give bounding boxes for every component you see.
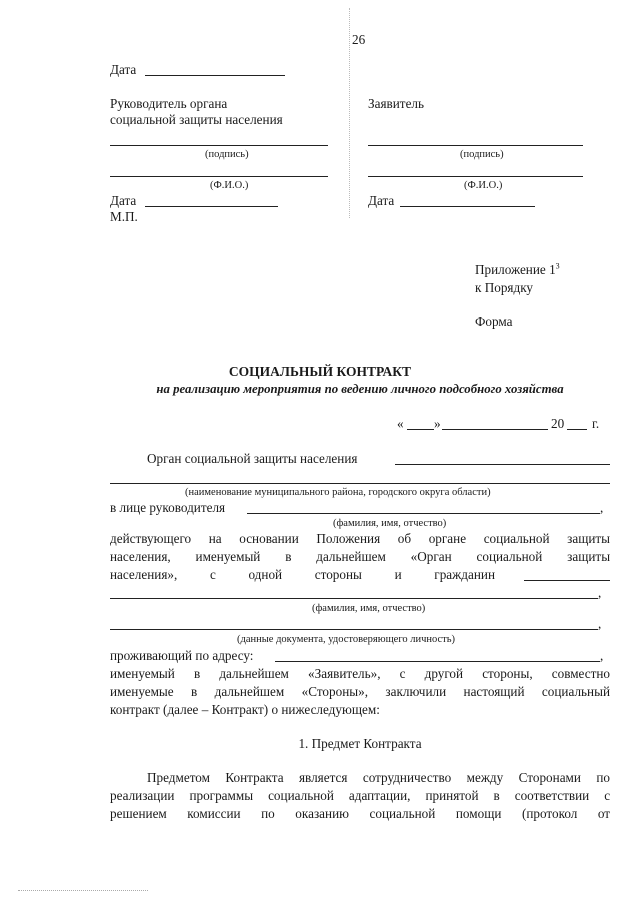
- section-1-line-2: реализации программы социальной адаптации, принятой в соответствии с: [110, 788, 611, 803]
- org-signature-line[interactable]: [110, 145, 328, 146]
- municipality-line[interactable]: [110, 483, 610, 484]
- address-label: проживающий по адресу:: [110, 648, 254, 663]
- document-hint: (данные документа, удостоверяющего личность): [237, 634, 456, 645]
- document-subtitle: на реализацию мероприятия по ведению личного подсобного хозяйства: [156, 382, 564, 396]
- side-line: населения», с одной стороны и гражданин: [110, 567, 495, 582]
- org-fio-hint: (Ф.И.О.): [210, 180, 249, 191]
- org-date-line[interactable]: [145, 206, 278, 207]
- form-label: Форма: [475, 314, 513, 329]
- head-fio-hint: (фамилия, имя, отчество): [333, 518, 447, 529]
- org-name-line[interactable]: [395, 464, 610, 465]
- close-quote: »: [434, 416, 441, 431]
- scan-artifact: [18, 890, 148, 891]
- org-date-label: Дата: [110, 193, 137, 208]
- scan-fold-line: [349, 8, 350, 218]
- appendix-order: к Порядку: [475, 280, 534, 295]
- page-number: 26: [352, 32, 366, 47]
- org-fio-line[interactable]: [110, 176, 328, 177]
- comma-3: ,: [598, 616, 602, 631]
- org-head-label-2: социальной защиты населения: [110, 112, 283, 127]
- appendix-label: Приложение $1^3$: [475, 261, 560, 277]
- applicant-date-label: Дата: [368, 193, 395, 208]
- date-label-top: Дата: [110, 62, 137, 77]
- applicant-fio-line[interactable]: [368, 176, 583, 177]
- applicant-date-line[interactable]: [400, 206, 535, 207]
- section-1-heading: 1. Предмет Контракта: [298, 736, 422, 751]
- contract-line: контракт (далее – Контракт) о нижеследующем:: [110, 702, 380, 717]
- year-suffix: г.: [592, 416, 600, 431]
- named-line: населения, именуемый в дальнейшем «Орган социальной защиты: [110, 549, 611, 564]
- document-line[interactable]: [110, 629, 598, 630]
- applicant-signature-hint: (подпись): [460, 149, 504, 160]
- citizen-fio-hint: (фамилия, имя, отчество): [312, 603, 426, 614]
- acting-line: действующего на основании Положения об органе социальной защиты: [110, 531, 611, 546]
- year-line[interactable]: [567, 429, 587, 430]
- month-line[interactable]: [442, 429, 548, 430]
- appendix-superscript: 3: [555, 261, 560, 271]
- applicant-label: Заявитель: [368, 96, 425, 111]
- named-applicant-line: именуемый в дальнейшем «Заявитель», с другой стороны, совместно: [110, 666, 611, 681]
- year-prefix: 20: [551, 416, 565, 431]
- stamp-label: М.П.: [110, 209, 138, 224]
- address-line[interactable]: [275, 661, 600, 662]
- org-signature-hint: (подпись): [205, 149, 249, 160]
- head-fio-line[interactable]: [247, 513, 600, 514]
- comma-2: ,: [598, 585, 602, 600]
- section-1-line-3: решением комиссии по оказанию социальной помощи (протокол от: [110, 806, 611, 821]
- municipality-hint: (наименование муниципального района, городского округа области): [185, 487, 491, 498]
- applicant-fio-hint: (Ф.И.О.): [464, 180, 503, 191]
- open-quote: «: [397, 416, 404, 431]
- citizen-line-1[interactable]: [524, 580, 610, 581]
- named-parties-line: именуемые в дальнейшем «Стороны», заключили настоящий социальный: [110, 684, 611, 699]
- day-line[interactable]: [407, 429, 434, 430]
- citizen-fio-line[interactable]: [110, 598, 598, 599]
- in-person-label: в лице руководителя: [110, 500, 226, 515]
- org-head-label-1: Руководитель органа: [110, 96, 228, 111]
- document-title: СОЦИАЛЬНЫЙ КОНТРАКТ: [228, 364, 412, 379]
- org-label: Орган социальной защиты населения: [147, 451, 358, 466]
- comma-4: ,: [600, 648, 604, 663]
- comma-1: ,: [600, 500, 604, 515]
- section-1-line-1: Предметом Контракта является сотрудничество между Сторонами по: [147, 770, 611, 785]
- date-line-top[interactable]: [145, 75, 285, 76]
- applicant-signature-line[interactable]: [368, 145, 583, 146]
